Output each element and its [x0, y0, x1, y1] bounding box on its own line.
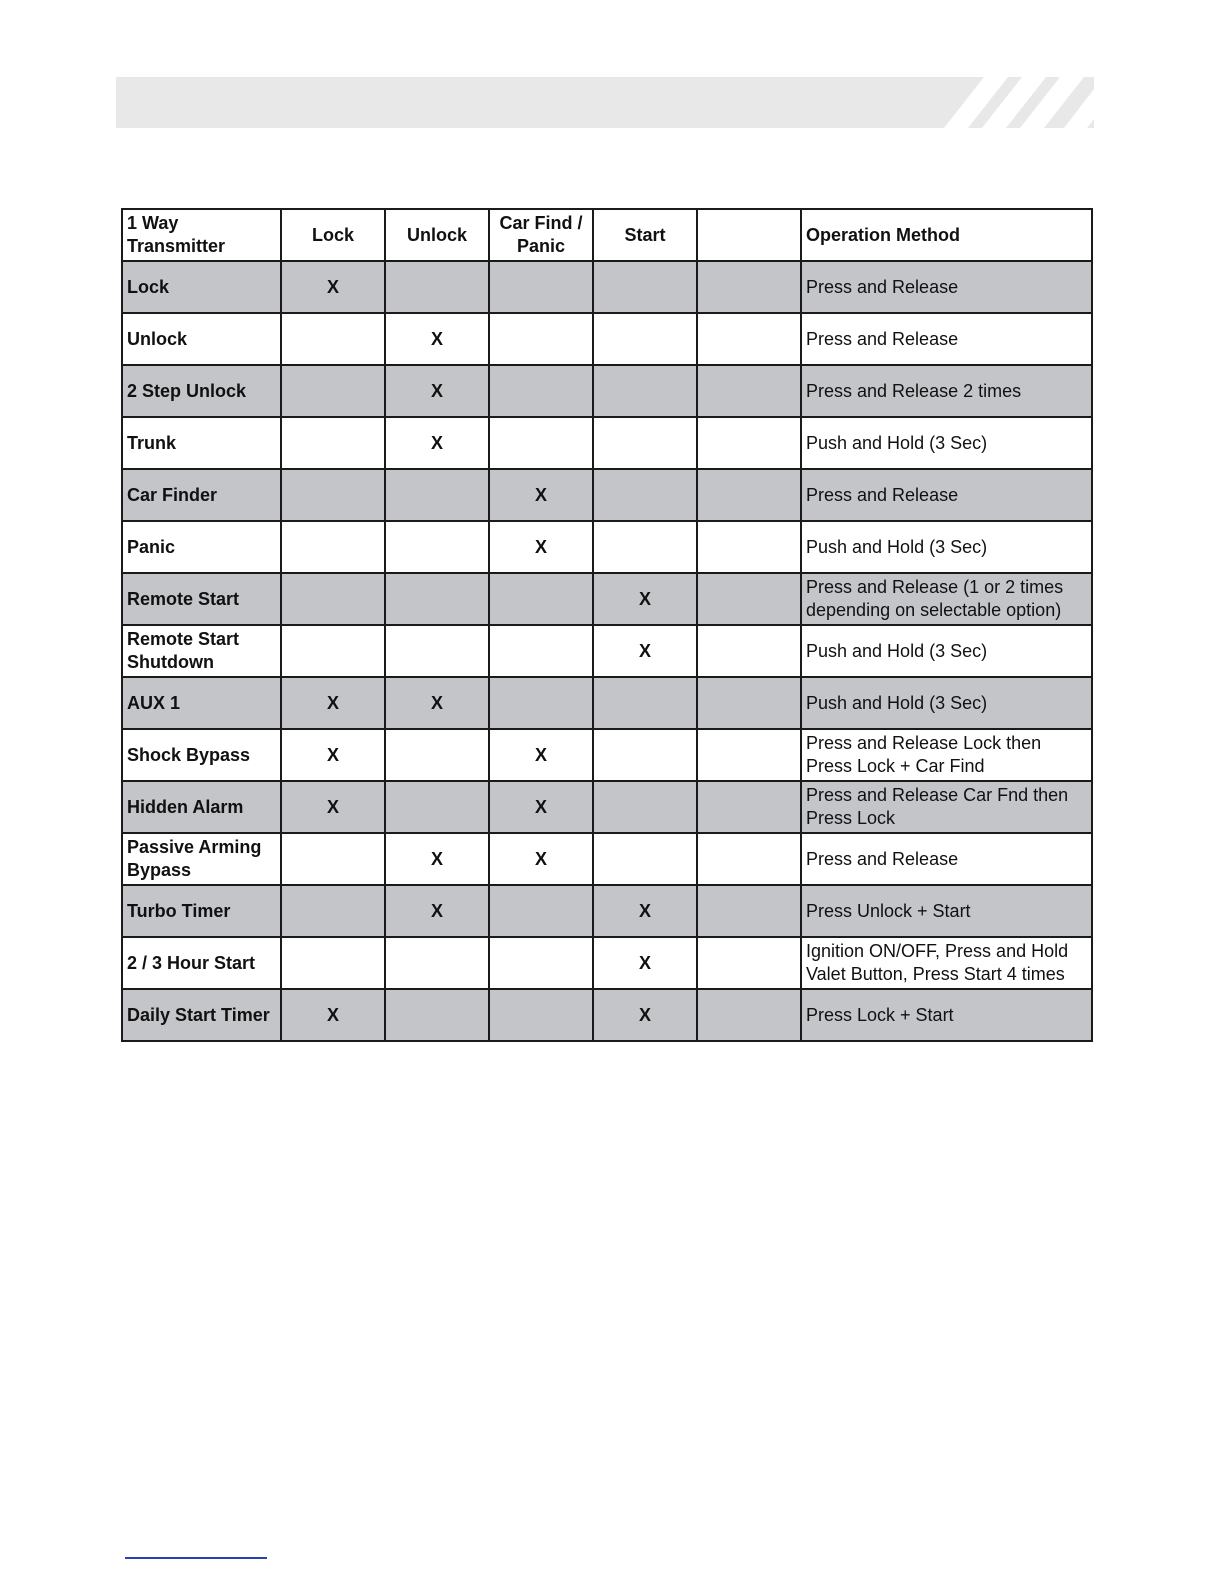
lock-cell: [281, 365, 385, 417]
function-cell: Lock: [122, 261, 281, 313]
car-find-cell: [489, 885, 593, 937]
operation-method-cell: Press and Release Car Fnd then Press Lock: [801, 781, 1092, 833]
function-cell: Turbo Timer: [122, 885, 281, 937]
table-row: [122, 261, 1092, 313]
header-car-find-panic: Car Find / Panic: [489, 209, 593, 261]
header-blank: [697, 209, 801, 261]
lock-cell: [281, 573, 385, 625]
operation-method-cell: Press and Release Lock then Press Lock + Car Find: [801, 729, 1092, 781]
unlock-cell: [385, 521, 489, 573]
unlock-cell: [385, 729, 489, 781]
blank-cell: [697, 781, 801, 833]
operation-method-cell: Press Unlock + Start: [801, 885, 1092, 937]
unlock-cell: [385, 469, 489, 521]
start-cell: [593, 469, 697, 521]
operation-method-cell: Press and Release (1 or 2 times depending on selectable option): [801, 573, 1092, 625]
operation-method-cell: Push and Hold (3 Sec): [801, 677, 1092, 729]
footer-rule: [125, 1557, 267, 1559]
function-cell: Car Finder: [122, 469, 281, 521]
start-cell: [593, 833, 697, 885]
blank-cell: [697, 469, 801, 521]
blank-cell: [697, 365, 801, 417]
operation-method-cell: Press and Release: [801, 833, 1092, 885]
car-find-cell: X: [489, 469, 593, 521]
blank-cell: [697, 989, 801, 1041]
unlock-cell: [385, 937, 489, 989]
function-cell: Daily Start Timer: [122, 989, 281, 1041]
car-find-cell: [489, 365, 593, 417]
unlock-cell: X: [385, 833, 489, 885]
start-cell: X: [593, 573, 697, 625]
start-cell: X: [593, 885, 697, 937]
blank-cell: [697, 521, 801, 573]
unlock-cell: [385, 989, 489, 1041]
table-row: [122, 937, 1092, 989]
function-cell: Unlock: [122, 313, 281, 365]
lock-cell: [281, 469, 385, 521]
header-operation-method: Operation Method: [801, 209, 1092, 261]
car-find-cell: [489, 937, 593, 989]
lock-cell: [281, 937, 385, 989]
car-find-cell: [489, 677, 593, 729]
start-cell: [593, 781, 697, 833]
blank-cell: [697, 625, 801, 677]
lock-cell: X: [281, 989, 385, 1041]
lock-cell: [281, 885, 385, 937]
lock-cell: X: [281, 729, 385, 781]
lock-cell: X: [281, 781, 385, 833]
unlock-cell: [385, 261, 489, 313]
header-lock: Lock: [281, 209, 385, 261]
operation-method-cell: Push and Hold (3 Sec): [801, 417, 1092, 469]
function-cell: Panic: [122, 521, 281, 573]
car-find-cell: [489, 989, 593, 1041]
start-cell: [593, 729, 697, 781]
table-row: [122, 781, 1092, 833]
table-row: [122, 417, 1092, 469]
function-cell: Shock Bypass: [122, 729, 281, 781]
lock-cell: [281, 417, 385, 469]
unlock-cell: X: [385, 885, 489, 937]
start-cell: X: [593, 937, 697, 989]
function-cell: 2 Step Unlock: [122, 365, 281, 417]
start-cell: [593, 261, 697, 313]
start-cell: X: [593, 989, 697, 1041]
lock-cell: [281, 833, 385, 885]
table-row: [122, 989, 1092, 1041]
table-row: [122, 729, 1092, 781]
transmitter-functions-table: [121, 208, 1093, 1042]
operation-method-cell: Push and Hold (3 Sec): [801, 521, 1092, 573]
operation-method-cell: Press and Release: [801, 261, 1092, 313]
blank-cell: [697, 573, 801, 625]
start-cell: [593, 417, 697, 469]
function-cell: AUX 1: [122, 677, 281, 729]
blank-cell: [697, 417, 801, 469]
table-row: [122, 625, 1092, 677]
blank-cell: [697, 833, 801, 885]
unlock-cell: X: [385, 313, 489, 365]
blank-cell: [697, 313, 801, 365]
unlock-cell: X: [385, 677, 489, 729]
table-row: [122, 521, 1092, 573]
start-cell: [593, 313, 697, 365]
unlock-cell: [385, 781, 489, 833]
header-unlock: Unlock: [385, 209, 489, 261]
unlock-cell: [385, 573, 489, 625]
function-cell: Trunk: [122, 417, 281, 469]
car-find-cell: X: [489, 729, 593, 781]
lock-cell: X: [281, 261, 385, 313]
car-find-cell: [489, 261, 593, 313]
table-body: [122, 261, 1092, 1041]
car-find-cell: X: [489, 833, 593, 885]
table-row: [122, 677, 1092, 729]
function-cell: Passive Arming Bypass: [122, 833, 281, 885]
header-function: 1 Way Transmitter: [122, 209, 281, 261]
lock-cell: X: [281, 677, 385, 729]
function-cell: Remote Start: [122, 573, 281, 625]
operation-method-cell: Press and Release 2 times: [801, 365, 1092, 417]
table-row: [122, 469, 1092, 521]
table-row: [122, 885, 1092, 937]
start-cell: [593, 521, 697, 573]
diagonal-stripes-decoration: [934, 77, 1094, 128]
car-find-cell: [489, 313, 593, 365]
operation-method-cell: Push and Hold (3 Sec): [801, 625, 1092, 677]
lock-cell: [281, 313, 385, 365]
unlock-cell: X: [385, 417, 489, 469]
table-row: [122, 313, 1092, 365]
blank-cell: [697, 729, 801, 781]
table-row: [122, 833, 1092, 885]
operation-method-cell: Press and Release: [801, 469, 1092, 521]
start-cell: [593, 365, 697, 417]
blank-cell: [697, 677, 801, 729]
car-find-cell: [489, 573, 593, 625]
car-find-cell: [489, 625, 593, 677]
table-row: [122, 573, 1092, 625]
car-find-cell: X: [489, 521, 593, 573]
unlock-cell: [385, 625, 489, 677]
header-start: Start: [593, 209, 697, 261]
lock-cell: [281, 625, 385, 677]
operation-method-cell: Ignition ON/OFF, Press and Hold Valet Button, Press Start 4 times: [801, 937, 1092, 989]
blank-cell: [697, 261, 801, 313]
unlock-cell: X: [385, 365, 489, 417]
blank-cell: [697, 937, 801, 989]
operation-method-cell: Press and Release: [801, 313, 1092, 365]
operation-method-cell: Press Lock + Start: [801, 989, 1092, 1041]
lock-cell: [281, 521, 385, 573]
header-band: [116, 77, 1094, 128]
car-find-cell: X: [489, 781, 593, 833]
function-cell: 2 / 3 Hour Start: [122, 937, 281, 989]
header-row: [122, 209, 1092, 261]
start-cell: [593, 677, 697, 729]
blank-cell: [697, 885, 801, 937]
car-find-cell: [489, 417, 593, 469]
start-cell: X: [593, 625, 697, 677]
function-cell: Hidden Alarm: [122, 781, 281, 833]
table-row: [122, 365, 1092, 417]
function-cell: Remote Start Shutdown: [122, 625, 281, 677]
